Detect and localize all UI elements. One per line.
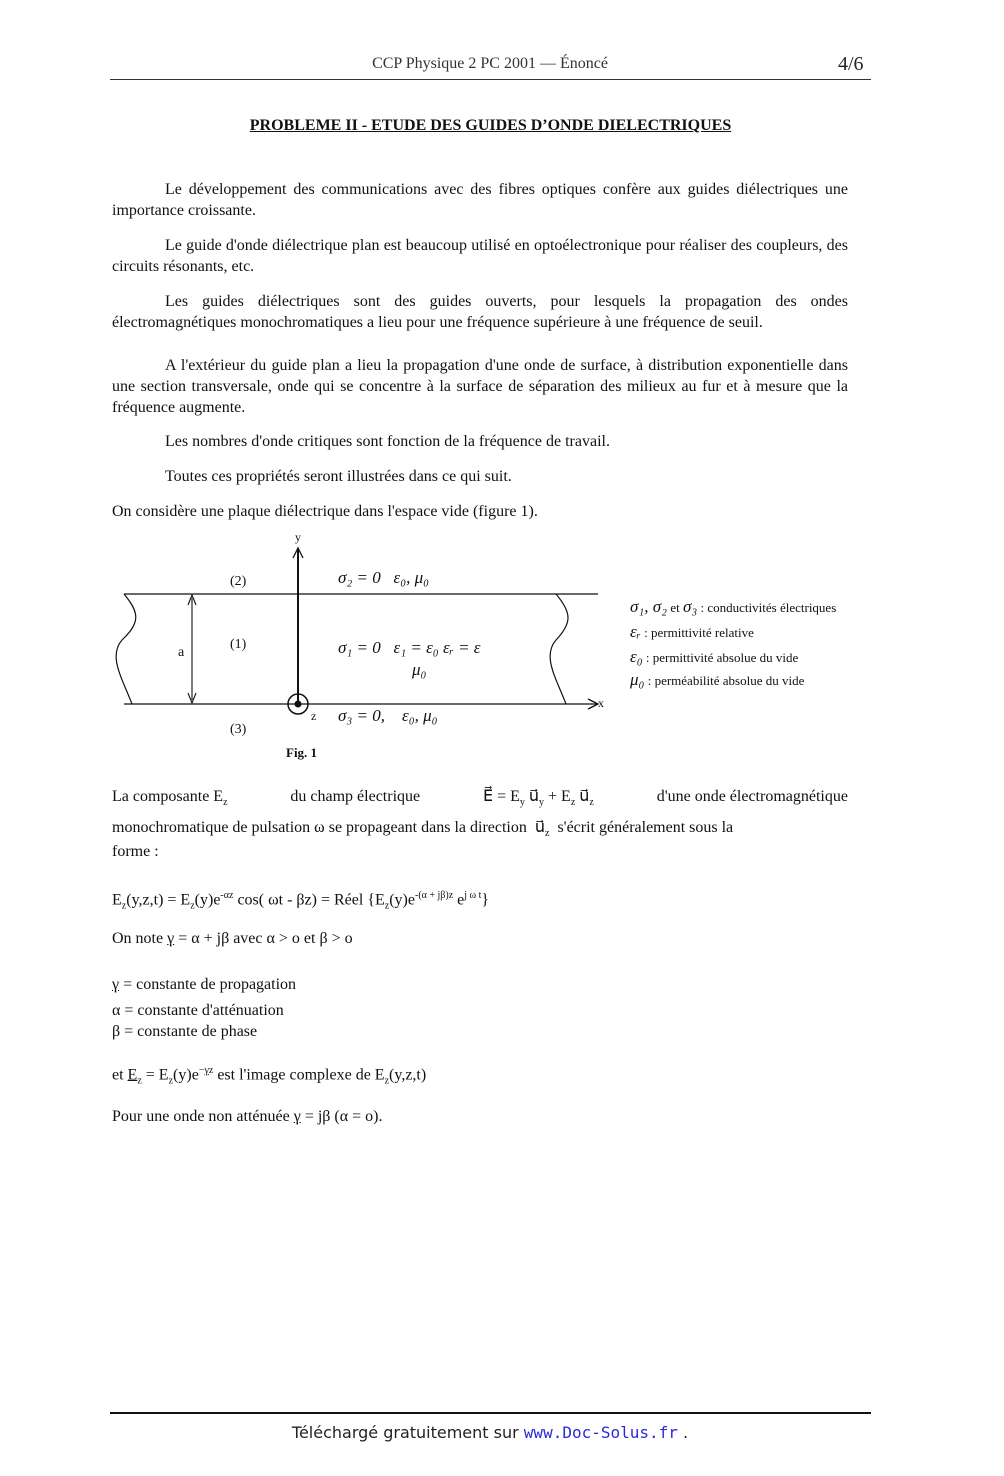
legend-symbol: σ₁, σ₂ [630,597,668,616]
legend-conductivities [630,597,836,617]
footer-divider [110,1412,871,1414]
x-axis-label: x [598,696,604,710]
paragraph-composante: La composante $E_z$ du champ électrique E⃗ = $E_y$ $u⃗_y + E_z$ $u⃗_z$ d'une onde électromagnétique [112,786,848,813]
left-break-mark [116,594,136,704]
legend-symbol: ε₀ [630,647,643,666]
running-header: CCP Physique 2 PC 2001 — Énoncé [372,55,608,72]
footer-end: . [683,1423,689,1442]
paragraph-2: Le guide d'onde diélectrique plan est beaucoup utilisé en optoélectronique pour réaliser des coupleurs, des circuits résonants, etc. [112,237,848,275]
text-fragment: du champ électrique [290,788,421,805]
text-fragment: monochromatique de pulsation ω se propageant dans la direction [112,819,527,836]
legend-symbol: εᵣ [630,622,641,641]
paragraph-forme: forme : [112,843,159,860]
region-1-label: (1) [230,637,247,652]
text-fragment: = jβ (α = o). [304,1108,383,1125]
legend-text: : permittivité relative [644,625,754,640]
page-number: 4/6 [838,53,864,75]
region-2-label: (2) [230,574,247,589]
text-fragment: = α + jβ avec α > o et β > o [178,930,353,947]
field-vector-formula: E⃗ = $E_y$ $u⃗_y + E_z$ $u⃗_z$ [482,788,594,809]
region-2-properties: σ₂ = 0 ε₀, μ₀ [338,568,430,587]
definition-beta: β = constante de phase [112,1023,258,1040]
text-fragment: Pour une onde non atténuée [112,1108,290,1125]
legend-text: : conductivités électriques [700,600,837,615]
legend-symbol: μ₀ [630,670,645,689]
paragraph-monochromatique: monochromatique de pulsation ω se propageant dans la direction $u⃗_z$ s'écrit généralement sous la [112,819,734,840]
problem-title: PROBLEME II - ETUDE DES GUIDES D’ONDE DIELECTRIQUES [249,117,732,134]
equation-ez: $E_z(y,z,t) = E_z(y)e^{-\alpha z}$ cos( ωt - βz) = Réel {$E_z(y)e^{-(\alpha + j\beta)z}$ $e^{j \omega t}$} [112,890,490,912]
text-fragment: La composante E [112,788,224,805]
thickness-label: a [178,645,185,660]
header-divider [110,79,871,80]
legend-conjunction: et [670,600,680,615]
paragraph-4: A l'extérieur du guide plan a lieu la propagation d'une onde de surface, à distribution exponentielle dans une section transversale, onde qui se concentre à la surface de séparation des milieux au fur et à mesure que la fréquence augmente. [112,357,848,416]
region-3-label: (3) [230,722,247,737]
text-fragment: est l'image complexe de E [217,1066,385,1084]
figure-caption: Fig. 1 [286,745,318,760]
legend-vacuum-permeability [630,670,804,690]
legend-relative-permittivity [630,622,754,642]
y-axis-label: y [295,530,301,544]
right-break-mark [550,594,568,704]
z-axis-label: z [311,709,317,723]
paragraph-on-note: On note γ = α + jβ avec α > o et β > o [112,930,353,947]
paragraph-3: Les guides diélectriques sont des guides ouverts, pour lesquels la propagation des ondes électromagnétiques monochromatiques a lieu pour une fréquence supérieure à une fréquence de seuil. [112,293,848,331]
figure-intro: On considère une plaque diélectrique dans l'espace vide (figure 1). [112,503,538,520]
definition-alpha: α = constante d'atténuation [112,1002,284,1019]
region-3-properties: σ₃ = 0, ε₀, μ₀ [338,706,438,725]
footer-link[interactable]: www.Doc-Solus.fr [523,1423,678,1442]
legend-text: : perméabilité absolue du vide [647,673,805,688]
text-fragment: On note [112,930,164,947]
text-fragment: = constante de propagation [123,976,297,993]
paragraph-image-complexe: et $E_z = E_z(y)e^{-\gamma z}$ est l'image complexe de $E_z(y,z,t)$ [112,1065,427,1087]
legend-text: : permittivité absolue du vide [645,650,799,665]
region-1-permeability: μ₀ [412,660,427,679]
region-1-properties: σ₁ = 0 ε₁ = ε₀ εᵣ = ε [338,638,481,657]
paragraph-6: Toutes ces propriétés seront illustrées dans ce qui suit. [165,468,512,485]
footer [0,1423,980,1442]
z-axis-dot [295,701,302,708]
paragraph-non-attenuee: Pour une onde non atténuée γ = jβ (α = o). [112,1108,383,1125]
text-fragment: d'une onde électromagnétique [656,788,848,805]
paragraph-5: Les nombres d'onde critiques sont fonction de la fréquence de travail. [165,433,610,450]
legend-symbol: σ₃ [682,597,698,616]
legend-vacuum-permittivity [630,647,798,667]
definition-gamma: γ = constante de propagation [112,976,297,993]
footer-text: Téléchargé gratuitement sur [291,1423,519,1442]
text-fragment: s'écrit généralement sous la [557,819,734,836]
paragraph-1: Le développement des communications avec des fibres optiques confère aux guides diélectriques une importance croissante. [112,181,848,219]
